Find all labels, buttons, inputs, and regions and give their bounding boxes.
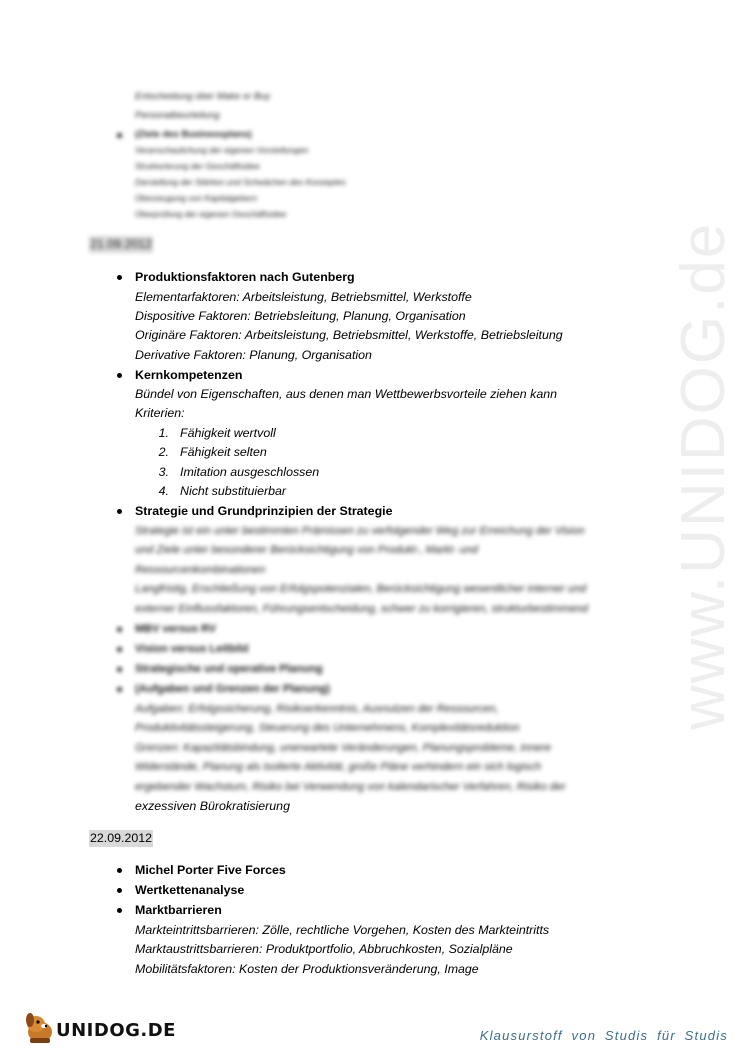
blurred-line: Grenzen: Kapazitätsbindung, unerwartete Veränderungen, Planungsprobleme, innere [135, 742, 552, 754]
date-heading: 22.09.2012 [90, 831, 153, 845]
list-item: Fähigkeit wertvoll [180, 426, 276, 440]
bullet-icon [117, 133, 122, 138]
footer-tagline: Klausurstoff von Studis für Studis [479, 1028, 728, 1043]
blurred-line: Überzeugung von Kapitalgebern [135, 193, 257, 203]
text-line: Elementarfaktoren: Arbeitsleistung, Betriebsmittel, Werkstoffe [135, 290, 472, 304]
bullet-icon [117, 509, 122, 514]
bullet-icon [117, 647, 122, 652]
blurred-line: Produktivitätssteigerung, Steuerung des Unternehmens, Komplexitätsreduktion [135, 722, 520, 734]
blurred-heading: Vision versus Leitbild [135, 643, 249, 655]
list-item: Imitation ausgeschlossen [180, 465, 320, 479]
blurred-line: Darstellung der Stärken und Schwächen des Konzeptes [135, 177, 346, 187]
watermark: www.UNIDOG.de [669, 221, 738, 730]
text-line: exzessiven Bürokratisierung [135, 799, 290, 813]
list-number: 2. [158, 445, 169, 459]
section-title: Produktionsfaktoren nach Gutenberg [135, 270, 355, 284]
blurred-heading: Strategische und operative Planung [135, 663, 323, 675]
blurred-line: und Ziele unter besonderer Berücksichtigung von Produkt-, Markt- und [135, 544, 479, 556]
blurred-line: Langfristig, Erschließung von Erfolgspotenzialen, Berücksichtigung wesentlicher interner und [135, 583, 587, 595]
section-title: Michel Porter Five Forces [135, 863, 286, 877]
section-title: Strategie und Grundprinzipien der Strategie [135, 504, 393, 518]
blurred-line: Entscheidung über Make or Buy [135, 91, 271, 102]
logo-text: UNIDOG.DE [56, 1020, 176, 1041]
blurred-heading: (Aufgaben und Grenzen der Planung) [135, 683, 330, 695]
bullet-icon [117, 868, 122, 873]
list-item: Nicht substituierbar [180, 484, 287, 498]
text-line: Derivative Faktoren: Planung, Organisation [135, 348, 372, 362]
date-heading: 21.09.2012 [90, 237, 153, 251]
text-line: Kriterien: [135, 406, 185, 420]
bullet-icon [117, 908, 122, 913]
blurred-heading: MBV versus RV [135, 623, 217, 635]
blurred-line: Personalbeurteilung [135, 110, 220, 121]
section-title: Wertkettenanalyse [135, 883, 245, 897]
bullet-icon [117, 687, 122, 692]
bullet-icon [117, 373, 122, 378]
blurred-line: externer Einflussfaktoren, Führungsentscheidung, schwer zu korrigieren, strukturbestimmend [135, 603, 589, 615]
text-line: Marktaustrittsbarrieren: Produktportfolio, Abbruchkosten, Sozialpläne [135, 942, 513, 956]
list-number: 3. [158, 465, 169, 479]
blurred-heading: (Ziele des Businessplans) [135, 129, 252, 140]
blurred-line: Widerstände, Planung als isolierte Aktivität, große Pläne verhindern ein sich logisch [135, 761, 542, 773]
bullet-icon [117, 888, 122, 893]
bullet-icon [117, 275, 122, 280]
bullet-icon [117, 667, 122, 672]
dog-logo-icon [22, 1010, 58, 1046]
bullet-icon [117, 627, 122, 632]
section-title: Kernkompetenzen [135, 368, 243, 382]
blurred-line: Überprüfung der eigenen Geschäftsidee [135, 209, 287, 219]
section-title: Marktbarrieren [135, 903, 222, 917]
text-line: Markteintrittsbarrieren: Zölle, rechtliche Vorgehen, Kosten des Markteintritts [135, 923, 550, 937]
blurred-line: Strategie ist ein unter bestimmten Prämissen zu verfolgender Weg zur Erreichung der Vision [135, 525, 585, 537]
blurred-line: Aufgaben: Erfolgssicherung, Risikoerkenntnis, Ausnutzen der Ressourcen, [135, 703, 499, 715]
text-line: Bündel von Eigenschaften, aus denen man Wettbewerbsvorteile ziehen kann [135, 387, 558, 401]
text-line: Originäre Faktoren: Arbeitsleistung, Betriebsmittel, Werkstoffe, Betriebsleitung [135, 328, 563, 342]
blurred-line: Veranschaulichung der eigenen Vorstellungen [135, 145, 309, 155]
blurred-line: Ressourcenkombinationen [135, 564, 266, 576]
text-line: Dispositive Faktoren: Betriebsleitung, Planung, Organisation [135, 309, 466, 323]
list-number: 1. [158, 426, 169, 440]
blurred-line: Strukturierung der Geschäftsidee [135, 161, 260, 171]
text-line: Mobilitätsfaktoren: Kosten der Produktionsveränderung, Image [135, 962, 479, 976]
blurred-line: ergebender Wachstum, Risiko bei Verwendung von kalendarischer Verfahren, Risiko der [135, 781, 566, 793]
list-item: Fähigkeit selten [180, 445, 267, 459]
list-number: 4. [158, 484, 169, 498]
